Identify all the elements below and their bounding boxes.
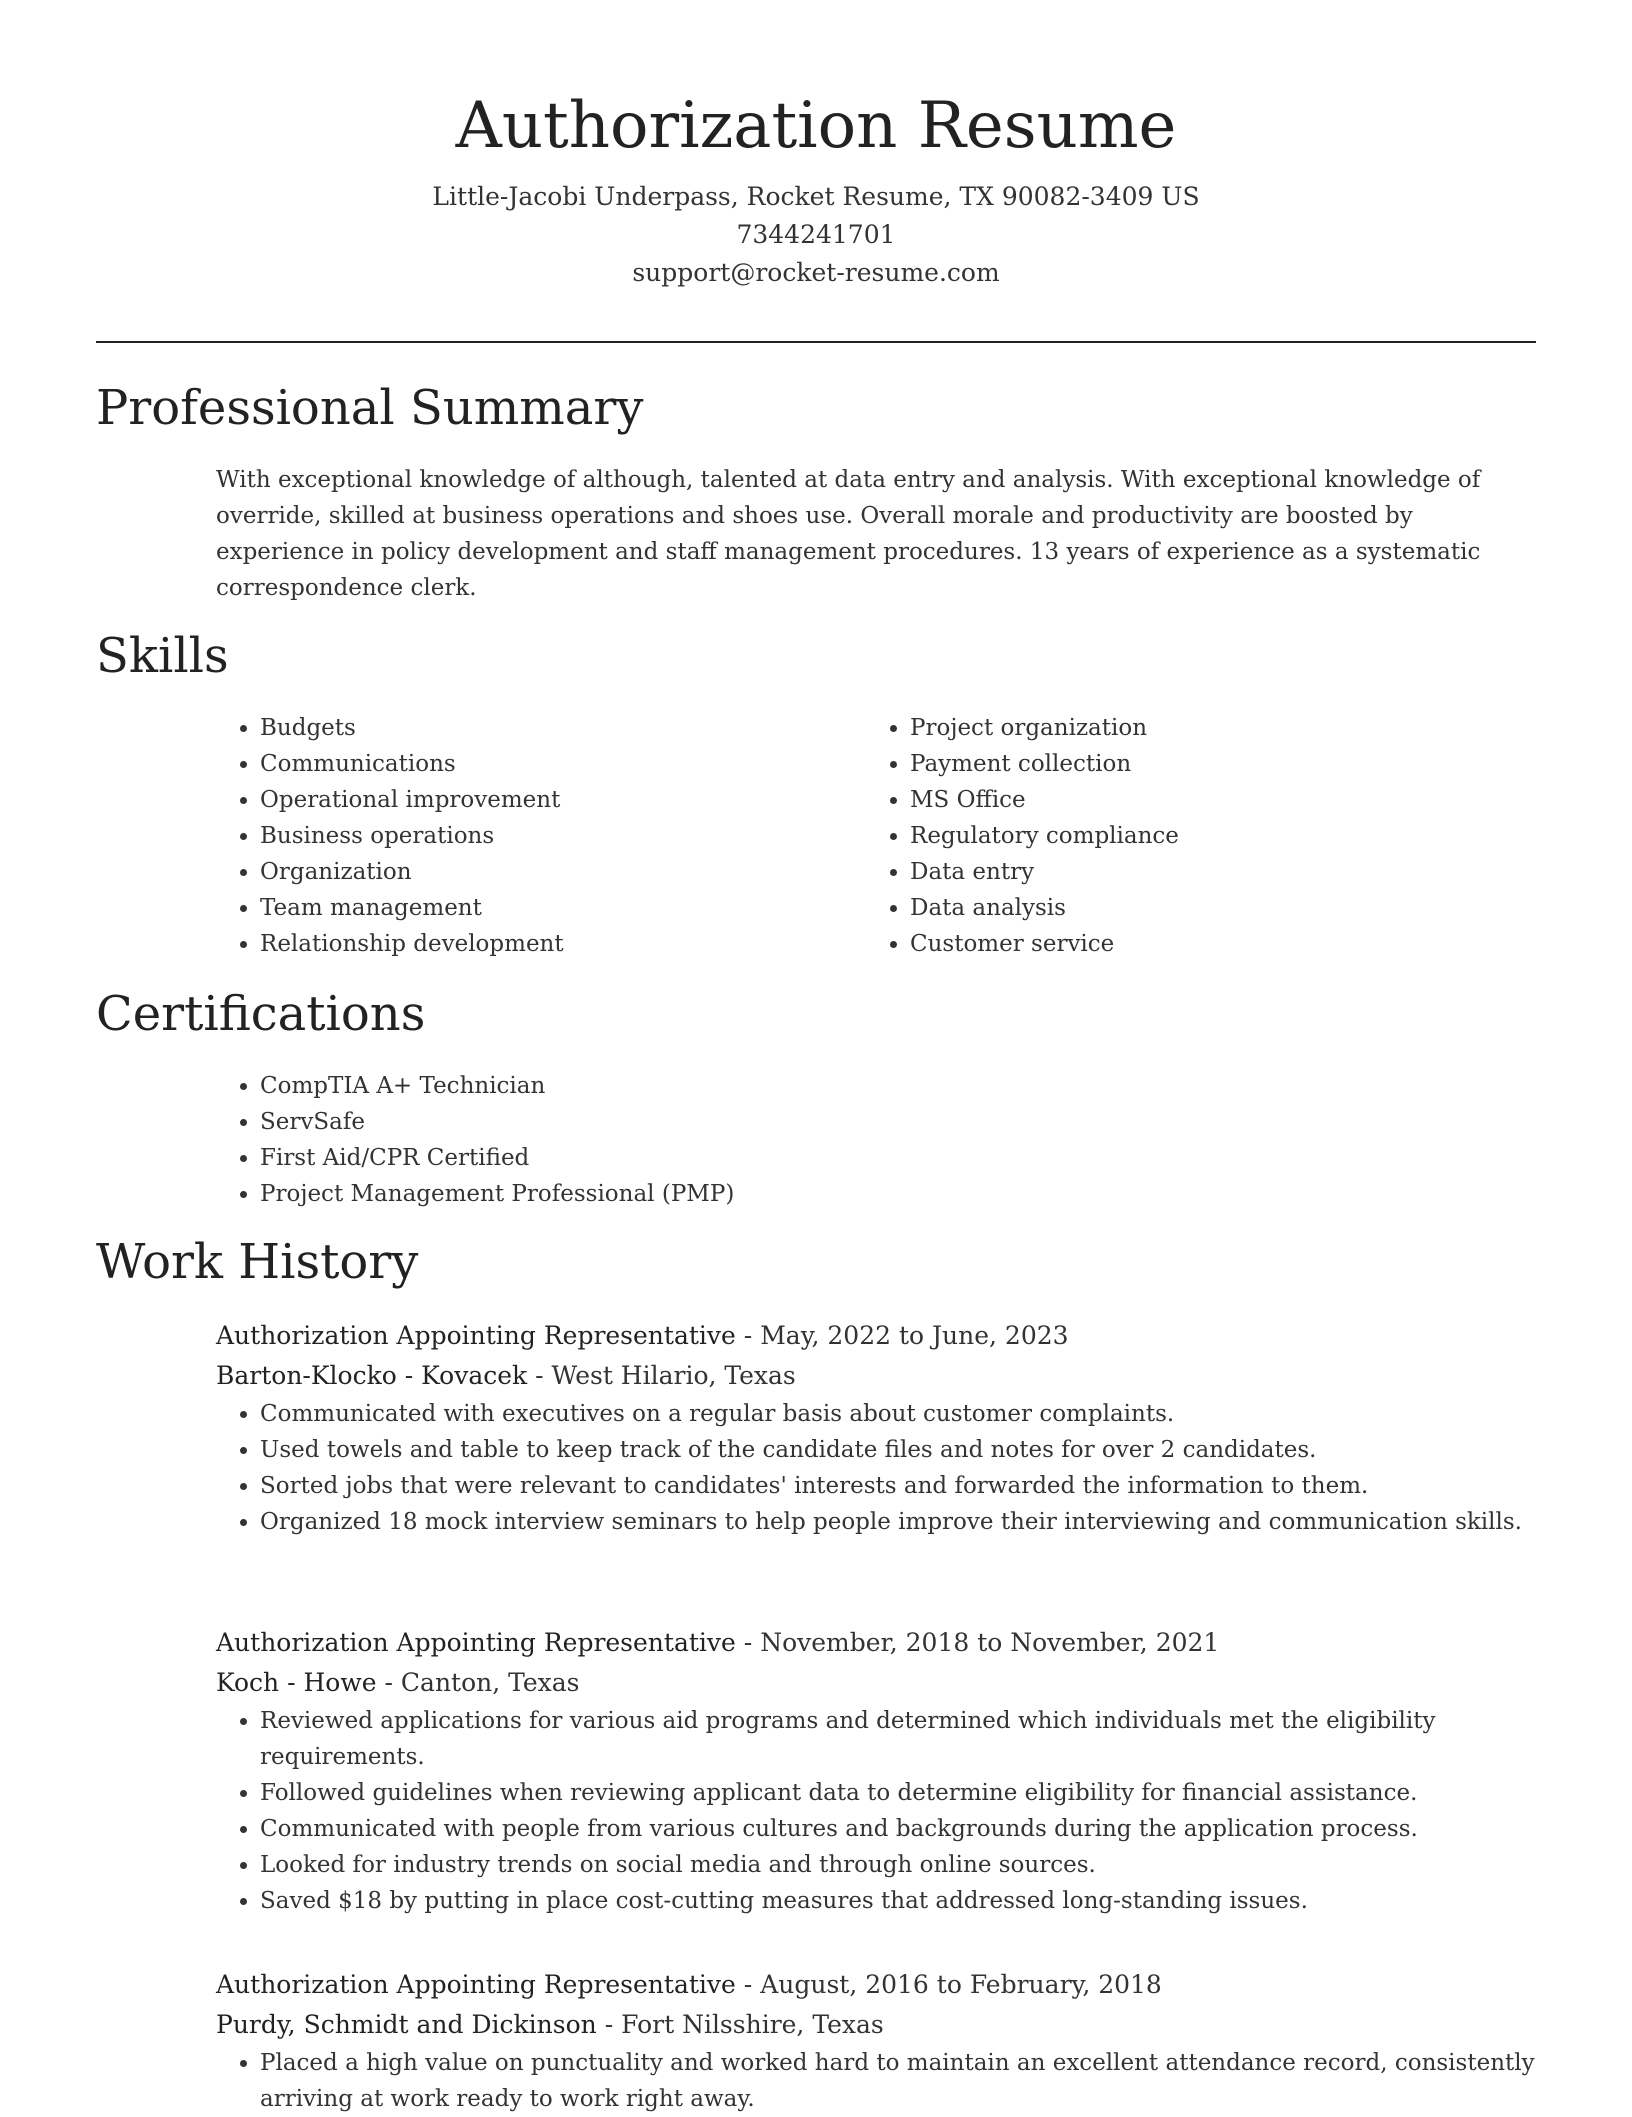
list-item: • Project Management Professional (PMP): [260, 1176, 1216, 1212]
list-item: • Payment collection: [910, 746, 1466, 782]
skills-column-left: [216, 710, 816, 962]
job-company: Koch - Howe: [216, 1668, 377, 1697]
list-item: • Organized 18 mock interview seminars to help people improve their interviewing and communication skills.: [260, 1504, 1536, 1540]
job-company: Barton-Klocko - Kovacek: [216, 1361, 528, 1390]
contact-phone: 7344241701: [736, 220, 896, 249]
list-item: • Customer service: [910, 926, 1466, 962]
list-item: • ServSafe: [260, 1104, 1216, 1140]
list-item: • Communicated with executives on a regular basis about customer complaints.: [260, 1396, 1536, 1432]
job-entry: [216, 1316, 1536, 1540]
contact-address: Little-Jacobi Underpass, Rocket Resume, TX 90082-3409 US: [432, 182, 1200, 211]
list-item: • Placed a high value on punctuality and worked hard to maintain an excellent attendance record, consistently arriving at work ready to work right away.: [260, 2045, 1536, 2117]
list-item: • Sorted jobs that were relevant to candidates' interests and forwarded the information to them.: [260, 1468, 1536, 1504]
job-title-line: Authorization Appointing Representative - May, 2022 to June, 2023: [216, 1321, 1069, 1350]
job-company-line: Barton-Klocko - Kovacek - West Hilario, Texas: [216, 1361, 796, 1390]
summary-text: With exceptional knowledge of although, talented at data entry and analysis. With exceptional knowledge of override, skilled at business operations and shoes use. Overall morale and productivity are boosted by experience in policy development and staff management procedures. 13 years of experience as a systematic correspondence clerk.: [216, 467, 1481, 601]
list-item: • Looked for industry trends on social media and through online sources.: [260, 1847, 1536, 1883]
list-item: • Regulatory compliance: [910, 818, 1466, 854]
list-item: • Communications: [260, 746, 816, 782]
list-item: • Organization: [260, 854, 816, 890]
certifications-list: [216, 1068, 1216, 1212]
list-item: • Data analysis: [910, 890, 1466, 926]
list-item: • Communicated with people from various cultures and backgrounds during the application process.: [260, 1811, 1536, 1847]
job-location: West Hilario, Texas: [551, 1361, 796, 1390]
job-title-line: Authorization Appointing Representative - November, 2018 to November, 2021: [216, 1628, 1220, 1657]
header-divider: [96, 341, 1536, 343]
job-company-line: Purdy, Schmidt and Dickinson - Fort Nilsshire, Texas: [216, 2010, 884, 2039]
list-item: • Project organization: [910, 710, 1466, 746]
job-bullets: [216, 1703, 1536, 1919]
job-dates: May, 2022 to June, 2023: [760, 1321, 1069, 1350]
contact-email: support@rocket-resume.com: [632, 258, 1000, 287]
contact-info: [0, 178, 1632, 292]
job-entry: [216, 1623, 1536, 1919]
list-item: • First Aid/CPR Certified: [260, 1140, 1216, 1176]
section-title-certifications: Certifications: [96, 986, 426, 1042]
list-item: • Relationship development: [260, 926, 816, 962]
section-title-summary: Professional Summary: [96, 380, 644, 436]
job-company-line: Koch - Howe - Canton, Texas: [216, 1668, 580, 1697]
job-location: Fort Nilsshire, Texas: [621, 2010, 884, 2039]
list-item: • CompTIA A+ Technician: [260, 1068, 1216, 1104]
job-dates: August, 2016 to February, 2018: [760, 1970, 1162, 1999]
list-item: • Followed guidelines when reviewing applicant data to determine eligibility for financial assistance.: [260, 1775, 1536, 1811]
list-item: • Used towels and table to keep track of the candidate files and notes for over 2 candidates.: [260, 1432, 1536, 1468]
list-item: • Saved $18 by putting in place cost-cutting measures that addressed long-standing issues.: [260, 1883, 1536, 1919]
list-item: • Team management: [260, 890, 816, 926]
resume-name: Authorization Resume: [455, 89, 1177, 163]
job-dates: November, 2018 to November, 2021: [760, 1628, 1220, 1657]
list-item: • Reviewed applications for various aid programs and determined which individuals met the eligibility requirements.: [260, 1703, 1536, 1775]
list-item: • Business operations: [260, 818, 816, 854]
list-item: • Data entry: [910, 854, 1466, 890]
job-bullets: [216, 2045, 1536, 2117]
job-company: Purdy, Schmidt and Dickinson: [216, 2010, 597, 2039]
job-title-line: Authorization Appointing Representative - August, 2016 to February, 2018: [216, 1970, 1162, 1999]
job-role: Authorization Appointing Representative: [216, 1628, 736, 1657]
job-location: Canton, Texas: [400, 1668, 580, 1697]
job-bullets: [216, 1396, 1536, 1540]
job-role: Authorization Appointing Representative: [216, 1321, 736, 1350]
skills-column-right: [866, 710, 1466, 962]
section-title-skills: Skills: [96, 628, 229, 684]
job-role: Authorization Appointing Representative: [216, 1970, 736, 1999]
job-entry: [216, 1965, 1536, 2117]
list-item: • MS Office: [910, 782, 1466, 818]
section-title-work-history: Work History: [96, 1234, 419, 1290]
list-item: • Budgets: [260, 710, 816, 746]
resume-header: [0, 0, 1632, 292]
list-item: • Operational improvement: [260, 782, 816, 818]
